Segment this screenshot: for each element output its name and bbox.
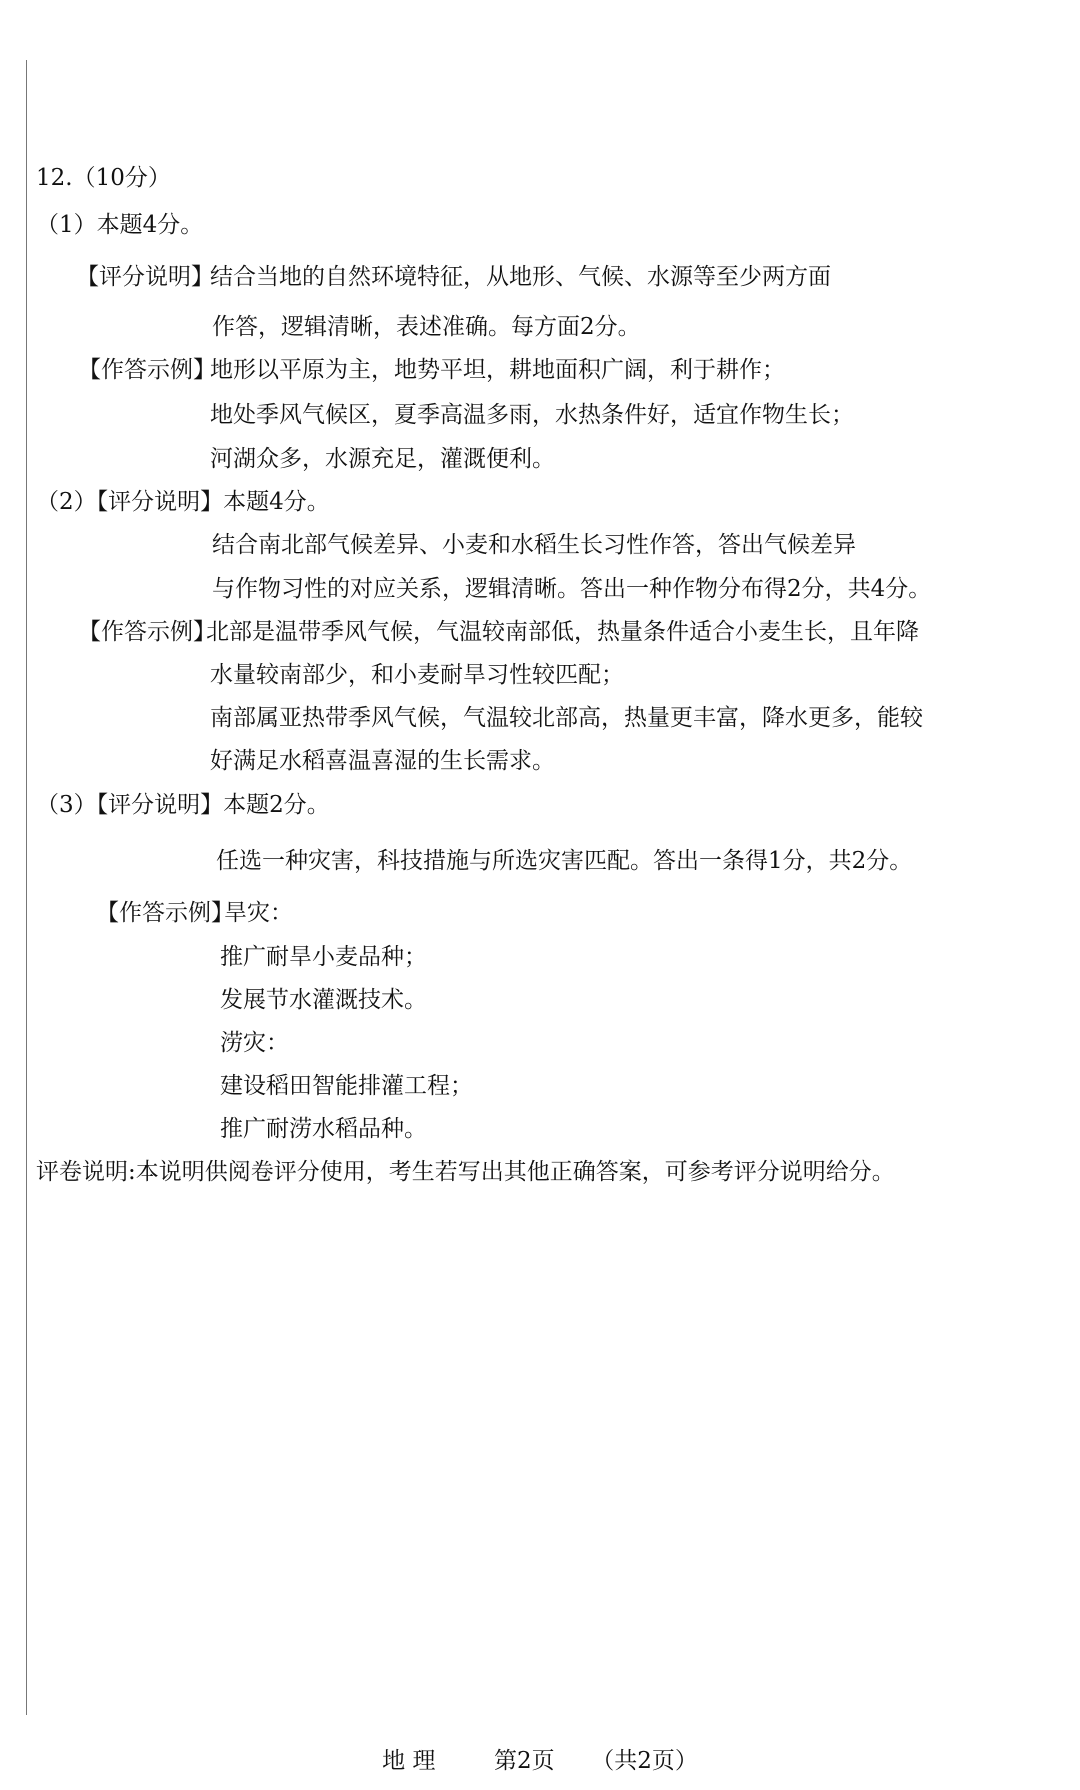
question-header: 12.（10分）: [36, 165, 171, 191]
footer-subject: 地 理: [382, 1748, 436, 1774]
part1-title: （1）本题4分。: [36, 212, 204, 238]
part2-example-line: 水量较南部少，和小麦耐旱习性较匹配；: [210, 662, 624, 688]
part3-example-line: 旱灾：: [224, 900, 293, 926]
margin-rule: [26, 60, 27, 1715]
part3-title: （3）【评分说明】本题2分。: [36, 792, 330, 818]
part1-example-label: 【作答示例】: [78, 357, 216, 383]
part2-example-label: 【作答示例】: [78, 619, 216, 645]
part1-example-line: 地形以平原为主，地势平坦，耕地面积广阔，利于耕作；: [210, 357, 785, 383]
part3-example-line: 涝灾：: [220, 1030, 289, 1056]
part1-example-line: 地处季风气候区，夏季高温多雨，水热条件好，适宜作物生长；: [210, 402, 854, 428]
part3-example-line: 建设稻田智能排灌工程；: [220, 1073, 473, 1099]
part1-example-line: 河湖众多，水源充足，灌溉便利。: [210, 446, 555, 472]
part2-scoring-line: 结合南北部气候差异、小麦和水稻生长习性作答，答出气候差异: [212, 532, 856, 558]
part2-example-line: 南部属亚热带季风气候，气温较北部高，热量更丰富，降水更多，能较: [210, 705, 923, 731]
part3-example-label: 【作答示例】: [96, 900, 234, 926]
page-footer: [0, 1742, 1080, 1775]
part1-scoring-line: 结合当地的自然环境特征，从地形、气候、水源等至少两方面: [210, 264, 831, 290]
part3-example-line: 推广耐旱小麦品种；: [220, 944, 427, 970]
part1-scoring-line: 作答，逻辑清晰，表述准确。每方面2分。: [212, 314, 641, 340]
part2-example-line: 北部是温带季风气候，气温较南部低，热量条件适合小麦生长，且年降: [206, 619, 919, 645]
footer-total: （共2页）: [591, 1748, 698, 1774]
part2-scoring-line: 与作物习性的对应关系，逻辑清晰。答出一种作物分布得2分，共4分。: [212, 576, 932, 602]
part3-example-line: 推广耐涝水稻品种。: [220, 1116, 427, 1142]
part1-scoring-label: 【评分说明】: [76, 264, 214, 290]
grading-note: 评卷说明:本说明供阅卷评分使用，考生若写出其他正确答案，可参考评分说明给分。: [36, 1159, 895, 1185]
footer-page: 第2页: [493, 1748, 555, 1774]
part3-scoring-line: 任选一种灾害，科技措施与所选灾害匹配。答出一条得1分，共2分。: [216, 848, 913, 874]
part3-example-line: 发展节水灌溉技术。: [220, 987, 427, 1013]
part2-example-line: 好满足水稻喜温喜湿的生长需求。: [210, 748, 555, 774]
part2-title: （2）【评分说明】本题4分。: [36, 489, 330, 515]
